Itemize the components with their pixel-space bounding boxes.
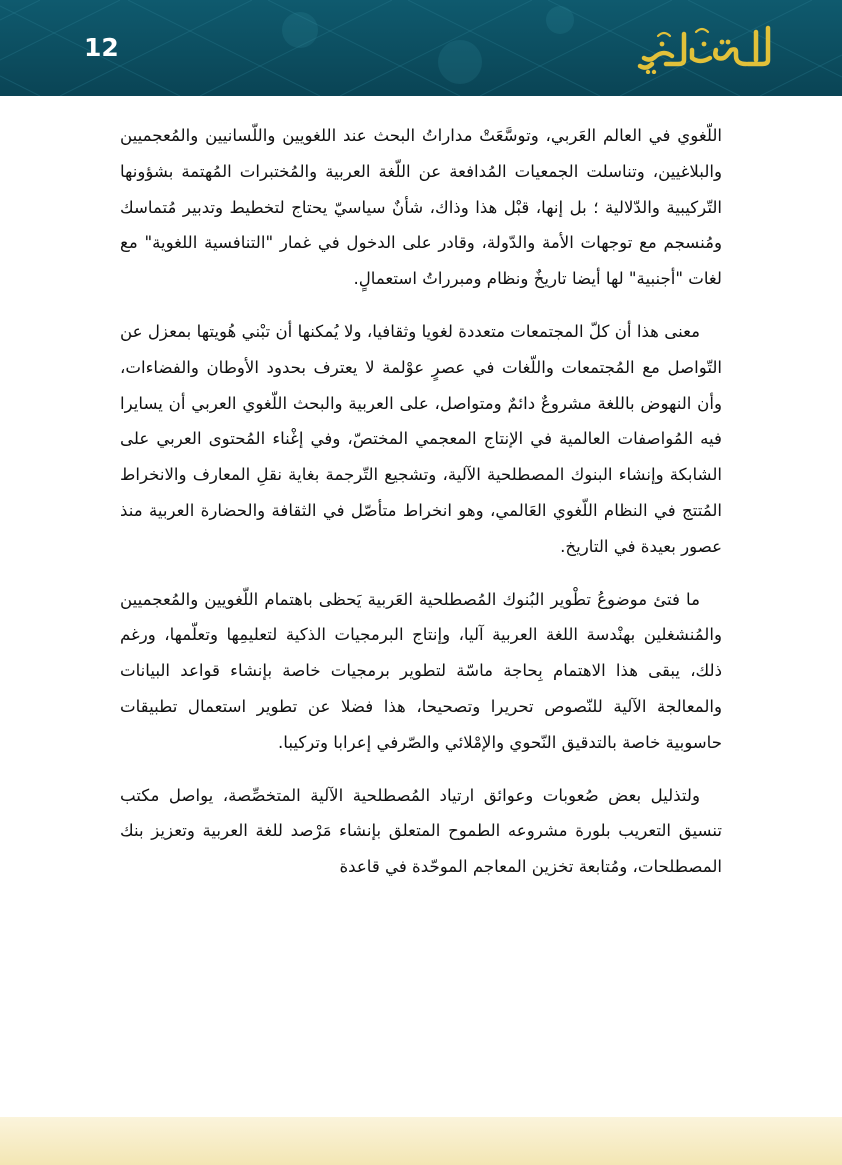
article-body — [120, 118, 722, 902]
paragraph: ما فتئ موضوعُ تطْوير البُنوك المُصطلحية العَربية يَحظى باهتمام اللّغويين والمُعجميين والمُنشغلين بهنْدسة اللغة العربية آليا، وإنتاج البرمجيات الذكية لتعليمِها وتعلّمها، ورغم ذلك، يبقى هذا الاهتمام بِحاجة ماسّة لتطوير برمجيات خاصة بإنشاء قواعد البيانات والمعالجة الآلية للنّصوص تحريرا وتصحيحا، هذا فضلا عن تطوير استعمال تطبيقات حاسوبية خاصة بالتدقيق النّحوي والإمْلائي والصّرفي إعرابا وتركيبا. — [120, 589, 722, 752]
page-footer-band — [0, 1117, 842, 1165]
paragraph: ولتذليل بعض صُعوبات وعوائق ارتياد المُصطلحية الآلية المتخصِّصة، يواصل مكتب تنسيق التعريب بلورة مشروعه الطموح المتعلق بإنشاء مَرْصد للغة العربية وتعزيز بنك المصطلحات، ومُتابعة تخزين المعاجم الموحّدة في قاعدة — [120, 785, 722, 877]
paragraph: اللّغوي في العالم العَربي، وتوسَّعَتْ مداراتُ البحث عند اللغويين واللّسانيين والمُعجميين والبلاغيين، وتناسلت الجمعيات المُدافعة عن اللّغة العربية والمُختبرات المُهتمة بشؤونها التّركيبية والدّلالية ؛ بل إنها، قبْل هذا وذاك، شأنٌ سياسيّ يحتاج لتخطيط وتدبير مُتماسك ومُنسجم مع توجهات الأمة والدّولة، وقادر على الدخول في غمار "التنافسية اللغوية" مع لغات "أجنبية" لها أيضا تاريخٌ ونظام ومبرراتُ استعمالٍ. — [120, 126, 722, 289]
page-number: 12 — [84, 33, 119, 62]
paragraph: معنى هذا أن كلّ المجتمعات متعددة لغويا وثقافيا، ولا يُمكنها أن تبْني هُويتها بمعزل عن التّواصل مع المُجتمعات واللّغات في عصرٍ عوْلمة لا يعترف بحدود الأوطان والفضاءات، وأن النهوض باللغة مشروعٌ دائمٌ ومتواصل، على العربية والبحث اللّغوي العربي أن يسايرا فيه المُواصفات العالمية في الإنتاج المعجمي المختصّ، وفي إغْناء المُحتوى العربي على الشابكة وإنشاء البنوك المصطلحية الآلية، وتشجيع التّرجمة بغاية نقلِ المعارف والانخراط المُتتج في النظام اللّغوي العَالمي، وهو انخراط متأصّل في الثقافة والحضارة العربية منذ عصور بعيدة في التاريخ. — [120, 321, 722, 556]
journal-logo — [636, 20, 776, 74]
page-header — [0, 0, 842, 96]
